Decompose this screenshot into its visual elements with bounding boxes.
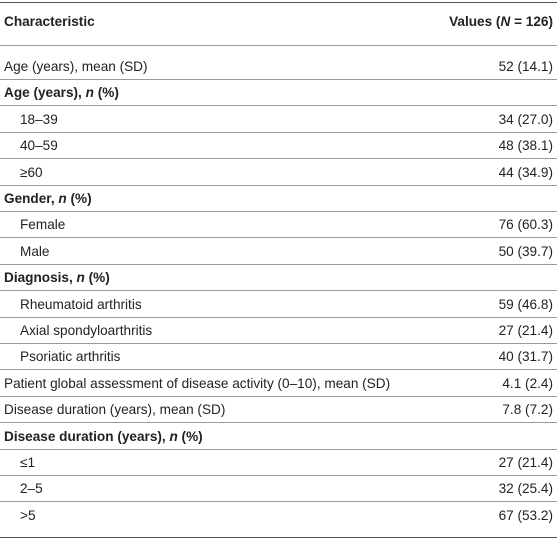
row-value: 27 (21.4) — [498, 455, 553, 470]
row-label: Psoriatic arthritis — [20, 349, 121, 364]
top-rule — [0, 2, 557, 3]
row-divider — [0, 132, 557, 133]
row-label: Rheumatoid arthritis — [20, 297, 142, 312]
row-value: 7.8 (7.2) — [502, 402, 553, 417]
row-value: 32 (25.4) — [498, 481, 553, 496]
row-value: 76 (60.3) — [498, 217, 553, 232]
row-label: Age (years), mean (SD) — [4, 59, 148, 74]
row-label: ≥60 — [20, 165, 43, 180]
row-label: Disease duration (years), n (%) — [4, 429, 203, 444]
row-divider — [0, 422, 557, 423]
row-value: 52 (14.1) — [498, 59, 553, 74]
row-label: Male — [20, 244, 50, 259]
row-label: Diagnosis, n (%) — [4, 270, 110, 285]
row-label: ≤1 — [20, 455, 36, 470]
row-value: 34 (27.0) — [498, 112, 553, 127]
row-label: 2–5 — [20, 481, 43, 496]
row-label: 18–39 — [20, 112, 58, 127]
row-divider — [0, 158, 557, 159]
row-divider — [0, 343, 557, 344]
row-value: 48 (38.1) — [498, 138, 553, 153]
row-label: >5 — [20, 508, 36, 523]
row-label: Axial spondyloarthritis — [20, 323, 153, 338]
row-label: Disease duration (years), mean (SD) — [4, 402, 226, 417]
row-value: 59 (46.8) — [498, 297, 553, 312]
row-label: Patient global assessment of disease activity (0–10), mean (SD) — [4, 376, 391, 391]
row-value: 50 (39.7) — [498, 244, 553, 259]
row-label: Age (years), n (%) — [4, 85, 119, 100]
header-values: Values (N = 126) — [449, 14, 553, 29]
bottom-rule — [0, 537, 557, 538]
row-label: 40–59 — [20, 138, 58, 153]
row-divider — [0, 185, 557, 186]
row-divider — [0, 211, 557, 212]
row-divider — [0, 317, 557, 318]
row-divider — [0, 369, 557, 370]
row-divider — [0, 79, 557, 80]
header-characteristic: Characteristic — [4, 14, 95, 29]
row-value: 44 (34.9) — [498, 165, 553, 180]
header-rule — [0, 45, 557, 46]
row-divider — [0, 237, 557, 238]
row-divider — [0, 475, 557, 476]
row-divider — [0, 449, 557, 450]
row-divider — [0, 501, 557, 502]
row-divider — [0, 396, 557, 397]
row-value: 4.1 (2.4) — [502, 376, 553, 391]
row-divider — [0, 105, 557, 106]
row-divider — [0, 290, 557, 291]
row-value: 27 (21.4) — [498, 323, 553, 338]
row-label: Gender, n (%) — [4, 191, 92, 206]
row-label: Female — [20, 217, 66, 232]
row-value: 40 (31.7) — [498, 349, 553, 364]
row-divider — [0, 264, 557, 265]
row-value: 67 (53.2) — [498, 508, 553, 523]
